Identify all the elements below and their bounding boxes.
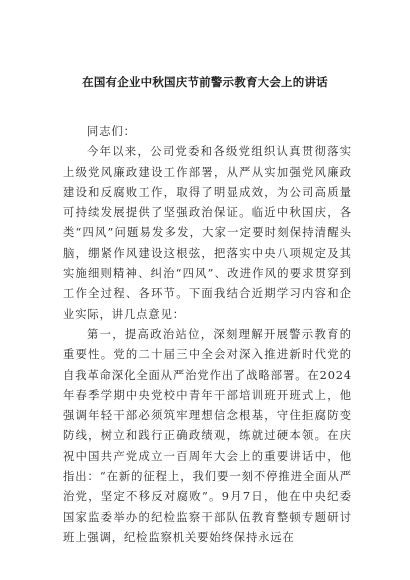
document-title: 在国有企业中秋国庆节前警示教育大会上的讲话	[82, 75, 328, 89]
document-body	[63, 122, 352, 548]
paragraph-intro: 今年以来，公司党委和各级党组织认真贯彻落实上级党风廉政建设工作部署，从严从实加强党风廉政建设和反腐败工作，取得了明显成效，为公司高质量可持续发展提供了坚强政治保证。临近中秋国庆，各类“四风”问题易发多发，大家一定要时刻保持清醒头脑，绷紧作风建设这根弦，把落实中央八项规定及其实施细则精神、纠治“四风”、改进作风的要求贯穿到工作全过程、各环节。下面我结合近期学习内容和企业实际，讲几点意见：	[63, 145, 352, 321]
paragraph-first-point: 第一，提高政治站位，深刻理解开展警示教育的重要性。党的二十届三中全会对深入推进新时代党的自我革命深化全面从严治党作出了战略部署。在2024年春季学期中央党校中青年干部培训班开班式上，他强调年轻干部必须筑牢理想信念根基，守住拒腐防变防线，树立和践行正确政绩观，练就过硬本领。在庆祝中国共产党成立一百周年大会上的重要讲话中，他指出：“在新的征程上，我们要一刻不停推进全面从严治党，坚定不移反对腐败”。9月7日，他在中央纪委国家监委举办的纪检监察干部队伍教育整顿专题研讨班上强调，纪检监察机关要始终保持永远在	[63, 327, 352, 544]
salutation: 同志们：	[87, 125, 136, 138]
